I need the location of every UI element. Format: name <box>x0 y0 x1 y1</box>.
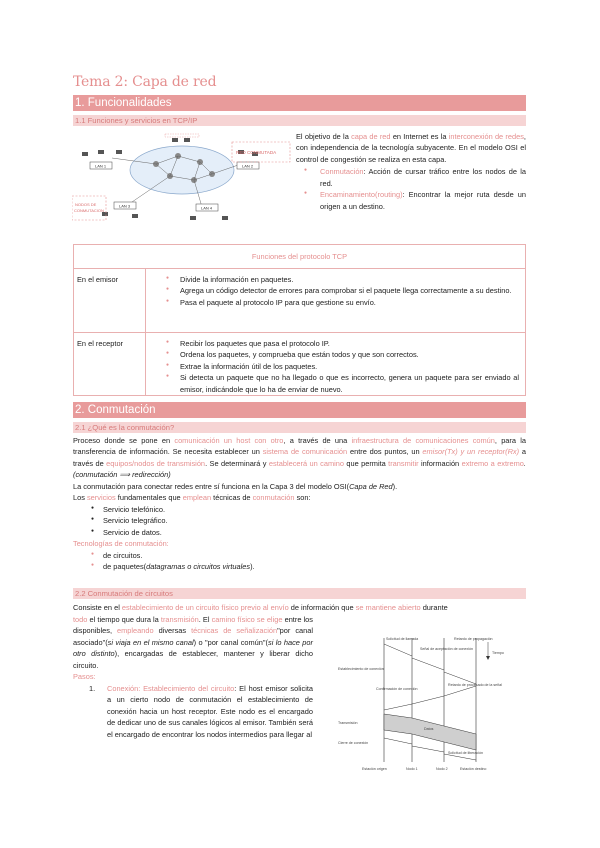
service-item: ● Servicio de datos. <box>89 527 526 538</box>
table-row <box>74 269 525 333</box>
diagram-label-establecimiento: Establecimiento de conexión <box>338 667 384 671</box>
network-cloud <box>130 146 234 194</box>
steps-label: Pasos: <box>73 672 96 682</box>
bullet-conmutacion: ● Conmutación: Acción de cursar tráfico entre los nodos de la red. <box>302 166 526 189</box>
diagram-label-destino: Estación destino <box>460 767 487 771</box>
diagram-label-nodo2: Nodo 2 <box>436 767 448 771</box>
table-header: Funciones del protocolo TCP <box>74 245 525 269</box>
circuit-timing-diagram <box>336 634 526 774</box>
diagram-label-cierre: Cierre de conexión <box>338 741 369 745</box>
network-diagram <box>72 132 294 224</box>
section-heading-conmutacion: 2. Conmutación <box>73 402 526 418</box>
tcp-functions-table <box>73 244 526 396</box>
list-item: ● Ordena los paquetes, y comprueba que están todos y que son correctos. <box>158 349 519 360</box>
lan3-label: LAN 3 <box>119 203 131 209</box>
diagram-label-tiempo: Tiempo <box>492 651 504 655</box>
tech-label: Tecnologías de conmutación: <box>73 539 169 549</box>
svg-text:CONMUTACION: CONMUTACION <box>74 208 104 213</box>
lan1-label: LAN 1 <box>95 163 107 169</box>
diagram-label-propagacion: Retardo de propagación <box>454 637 493 641</box>
conmutacion-definition: Proceso donde se pone en comunicación un host con otro, a través de una infraestructura de comunicaciones común, para la transferencia de información. Se necesita establecer un sistema de comunicación entre dos puntos, un emisor(Tx) y un receptor(Rx) a través de equipos/nodos de transmisión. Se determinará y establecerá un camino que permita transmitir información extremo a extremo. (conmutación ⟹ redirección) La conmutación para conectar redes entre sí funciona en la Capa 3 del modelo OSI(Capa de Red). Los servicios fundamentales que emplean técnicas de conmutación son: ● Servicio telefónico. ● Servicio telegráfico. ● Servicio de datos. Tecnologías de conmutación: ● de circuitos. ● de paquetes(datagramas o circuitos virtuales). <box>73 435 526 573</box>
diagram-label-procesado: Retardo de procesado de la señal <box>448 683 502 687</box>
diagram-label-solicitud: Solicitud de llamada <box>386 637 419 641</box>
circuitos-paragraph: todo el tiempo que dura la transmisión. El camino físico se elige entre los disponibles, empleando diversas técnicas de señalización"por canal asociado"(si viaja en el mismo canal) o "por canal común"(si lo hace por otro distinto), encargadas de establecer, mantener y liberar dicho circuito. Pasos: 1. Conexión: Establecimiento del circuito: El host emisor solicita a un cierto nodo de conmutación el establecimiento de conexión hacia un host receptor. Este nodo es el encargado de dedicar uno de sus canales lógicos al emisor. También será el encargado de encontrar los nodos intermedios para llegar al <box>73 615 314 739</box>
section-heading-funcionalidades: 1. Funcionalidades <box>73 95 526 111</box>
diagram-label-datos: Datos <box>424 727 434 731</box>
tech-item: ● de circuitos. <box>89 550 526 561</box>
diagram-label-transmision: Transmisión <box>338 721 358 725</box>
subsection-heading-circuitos: 2.2 Conmutación de circuitos <box>73 588 526 599</box>
lan4-label: LAN 4 <box>201 205 213 211</box>
data-band <box>384 714 476 750</box>
circuitos-intro-line: Consiste en el establecimiento de un circuito físico previo al envío de información que se mantiene abierto durante <box>73 603 448 612</box>
table-row <box>74 333 525 395</box>
row-label: En el receptor <box>74 333 146 395</box>
lan2-label: LAN 2 <box>242 163 254 169</box>
intro-paragraph: El objetivo de la capa de red en Internet es la interconexión de redes, con independencia de la tecnología subyacente. En el modelo OSI el control de congestión se realiza en esta capa. ● Conmutación: Acción de cursar tráfico entre los nodos de la red. ● Encaminamiento(routing): Encontrar la mejor ruta desde un origen a un destino. <box>296 131 526 212</box>
step-1: 1. Conexión: Establecimiento del circuito: El host emisor solicita a un cierto nodo de conmutación el establecimiento de conexión hacia un host receptor. Este nodo es el encargado de dedicar uno de sus canales lógicos al emisor. También será el encargado de encontrar los nodos intermedios para llegar al <box>89 683 313 739</box>
service-item: ● Servicio telefónico. <box>89 504 526 515</box>
bullet-encaminamiento: ● Encaminamiento(routing): Encontrar la mejor ruta desde un origen a un destino. <box>302 189 526 212</box>
red-conmutada-label: RED CONMUTADA <box>236 150 277 155</box>
diagram-label-origen: Estación origen <box>362 767 387 771</box>
list-item: ● Si detecta un paquete que no ha llegado o que es incorrecto, genera un paquete para ser enviado al emisor, indicándole que lo ha de enviar de nuevo. <box>158 372 519 395</box>
tech-item: ● de paquetes(datagramas o circuitos virtuales). <box>89 561 526 572</box>
list-item: ● Extrae la información útil de los paquetes. <box>158 361 519 372</box>
page-title: Tema 2: Capa de red <box>73 74 217 90</box>
list-item: ● Pasa el paquete al protocolo IP para que gestione su envío. <box>158 297 519 308</box>
row-label: En el emisor <box>74 269 146 332</box>
subsection-heading-funciones: 1.1 Funciones y servicios en TCP/IP <box>73 115 526 126</box>
service-item: ● Servicio telegráfico. <box>89 515 526 526</box>
nodos-label: NODOS DE <box>75 202 97 207</box>
list-item: ● Divide la información en paquetes. <box>158 274 519 285</box>
diagram-label-nodo1: Nodo 1 <box>406 767 418 771</box>
diagram-label-confirmacion: Confirmación de conexión <box>376 687 418 691</box>
diagram-label-senal: Señal de aceptación de conexión <box>420 647 473 651</box>
list-item: ● Recibir los paquetes que pasa el protocolo IP. <box>158 338 519 349</box>
diagram-label-liberacion: Solicitud de liberación <box>448 751 483 755</box>
list-item: ● Agrega un código detector de errores para comprobar si el paquete llega correctamente a su destino. <box>158 285 519 296</box>
subsection-heading-que-es: 2.1 ¿Qué es la conmutación? <box>73 422 526 433</box>
